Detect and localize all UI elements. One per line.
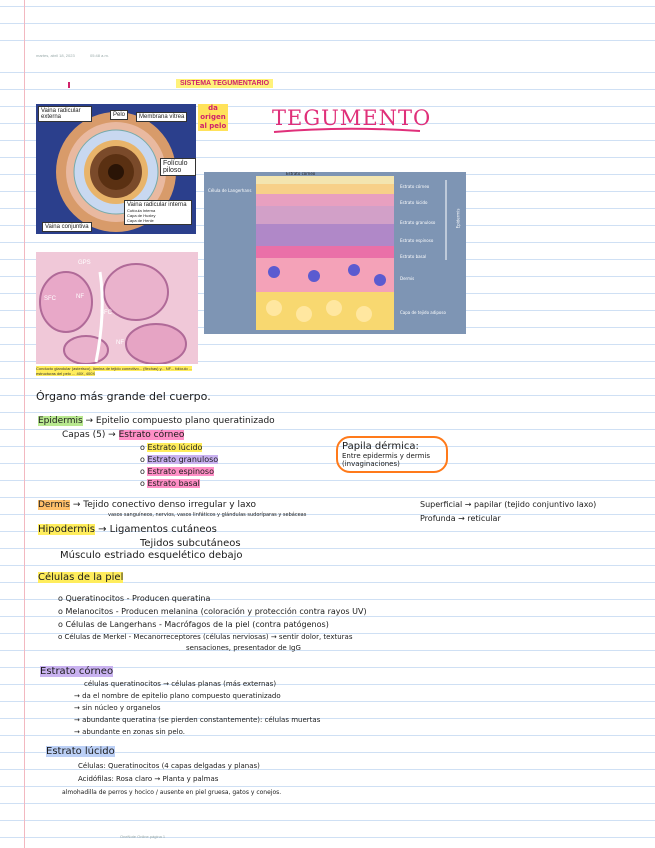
vaina-interna-sub1: Cutícula Interna: [127, 208, 156, 213]
page-title: [176, 70, 273, 89]
dermis-label: Dermis: [38, 500, 70, 510]
label-membrana-vitrea: Membrana vítrea: [136, 112, 187, 122]
note-date: martes, abril 18, 2023: [36, 53, 75, 58]
skin-label-7: Capa de tejido adiposo: [400, 310, 446, 315]
dermis-line: [38, 500, 256, 510]
label-vaina-conjuntiva: Vaina conjuntiva: [42, 222, 92, 232]
epidermis-label: Epidermis: [38, 416, 83, 426]
skin-side-label: Epidermis: [455, 208, 461, 229]
vaina-interna-title: Vaina radicular interna: [127, 202, 187, 208]
histo-label-sfc1: SFC: [44, 296, 56, 302]
origin-note: da origen al pelo: [199, 104, 227, 130]
skin-label-6: Dermis: [400, 276, 415, 281]
dermis-superficial: Superficial → papilar (tejido conjuntivo laxo): [420, 500, 597, 509]
epidermis-line: [38, 416, 275, 426]
capas-line: [62, 430, 184, 440]
celula-2: o Melanocitos - Producen melanina (coloración y protección contra rayos UV): [58, 607, 367, 616]
celula-4: o Células de Merkel - Mecanorreceptores (células nerviosas) → sentir dolor, texturas: [58, 633, 353, 641]
celula-3: o Células de Langerhans - Macrófagos de la piel (contra patógenos): [58, 620, 329, 629]
capas-label: Capas (5) →: [62, 430, 116, 440]
dermis-desc: → Tejido conectivo denso irregular y laxo: [72, 500, 257, 510]
skin-label-1: Estrato córneo: [400, 184, 430, 189]
skin-top-label: Estrato córneo: [286, 172, 316, 176]
estrato-corneo: Estrato córneo: [118, 430, 185, 440]
celulas-title-text: Células de la piel: [38, 572, 124, 583]
organo-line: Órgano más grande del cuerpo.: [36, 390, 211, 403]
hipodermis-label: Hipodermis: [38, 524, 95, 535]
estrato-basal-line: o Estrato basal: [140, 479, 200, 488]
histology-illustration: [36, 252, 198, 364]
corneo-line-1: células queratinocitos → células planas (más externas): [84, 680, 277, 688]
dermis-profunda: Profunda → reticular: [420, 514, 501, 523]
label-vaina-interna: [124, 200, 192, 225]
skin-label-5: Estrato basal: [400, 254, 427, 259]
skin-left-label: Célula de Langerhans: [208, 188, 252, 193]
estrato-lucido: Estrato lúcido: [147, 443, 203, 452]
celula-1: o Queratinocitos - Producen queratina: [58, 594, 211, 603]
page-footer: OneNote Online página 1: [120, 834, 166, 839]
lucido-title: [46, 746, 115, 757]
histology-figure: [36, 252, 198, 364]
label-pelo: Pelo: [110, 110, 128, 120]
papila-title: Papila dérmica:: [342, 441, 419, 452]
lucido-title-text: Estrato lúcido: [46, 746, 115, 757]
note-time: 05:48 a.m.: [90, 53, 109, 58]
hipodermis-line2: Tejidos subcutáneos: [140, 538, 241, 549]
papila-box: [336, 436, 448, 473]
skin-label-2: Estrato lúcido: [400, 200, 428, 205]
skin-layers-figure: [204, 172, 466, 334]
histo-label-nf2: NF: [116, 340, 124, 346]
estrato-granuloso-line: o Estrato granuloso: [140, 455, 219, 464]
histo-label-nf1: NF: [76, 294, 84, 300]
label-vaina-externa: Vaina radicular externa: [38, 106, 92, 122]
follicle-figure: [36, 104, 196, 234]
skin-label-4: Estrato espinoso: [400, 238, 434, 243]
corneo-line-5: → abundante en zonas sin pelo.: [74, 728, 185, 736]
dermis-sub: vasos sanguíneos, nervios, vasos linfáticos y glándulas sudoríparas y sebáceas: [108, 512, 307, 518]
corneo-line-4: → abundante queratina (se pierden constantemente): células muertas: [74, 716, 321, 724]
vaina-interna-sub2: Capa de Huxley: [127, 213, 156, 218]
papila-line1: Entre epidermis y dermis: [342, 452, 430, 460]
corneo-title-text: Estrato córneo: [40, 666, 114, 677]
lucido-line-1: Células: Queratinocitos (4 capas delgadas y planas): [78, 762, 260, 770]
estrato-lucido-line: o Estrato lúcido: [140, 443, 203, 452]
lucido-line-2: Acidófilas: Rosa claro → Planta y palmas: [78, 775, 219, 783]
pink-mark: [68, 82, 70, 88]
corneo-line-2: → da el nombre de epitelio plano compuesto queratinizado: [74, 692, 281, 700]
skin-label-3: Estrato granuloso: [400, 220, 436, 225]
estrato-basal: Estrato basal: [147, 479, 200, 488]
corneo-title: [40, 666, 113, 677]
histo-label-sfc2: SFC: [100, 310, 112, 316]
papila-line2: (invaginaciones): [342, 460, 400, 468]
corneo-line-3: → sin núcleo y organelos: [74, 704, 161, 712]
tegumento-heading: TEGUMENTO: [272, 106, 432, 130]
label-foliculo: Folículo piloso: [160, 158, 196, 176]
estrato-espinoso-line: o Estrato espinoso: [140, 467, 214, 476]
hipodermis-line: [38, 524, 217, 535]
estrato-granuloso: Estrato granuloso: [147, 455, 219, 464]
celulas-title: [38, 572, 123, 583]
merkel-line2: sensaciones, presentador de IgG: [186, 644, 301, 652]
tegumento-underline: [272, 126, 422, 136]
hipodermis-desc: → Ligamentos cutáneos: [98, 524, 217, 535]
histology-caption: [36, 366, 196, 376]
vaina-interna-sub3: Capa de Henle: [127, 218, 154, 223]
histology-caption-text: Conducto glandular (asterisco), lámina de tejido conectivo... (flechas) y... NF... folículo ... estructuras del pelo ... 40X, 400X: [36, 366, 193, 376]
lucido-line-3: almohadilla de perros y hocico / ausente en piel gruesa, gatos y conejos.: [62, 789, 282, 796]
hipodermis-line3: Músculo estriado esquelético debajo: [60, 550, 243, 561]
epidermis-desc: → Epitelio compuesto plano queratinizado: [85, 416, 275, 426]
page-title-text: SISTEMA TEGUMENTARIO: [176, 79, 273, 88]
histo-label-gps: GPS: [78, 260, 91, 266]
estrato-espinoso: Estrato espinoso: [147, 467, 214, 476]
